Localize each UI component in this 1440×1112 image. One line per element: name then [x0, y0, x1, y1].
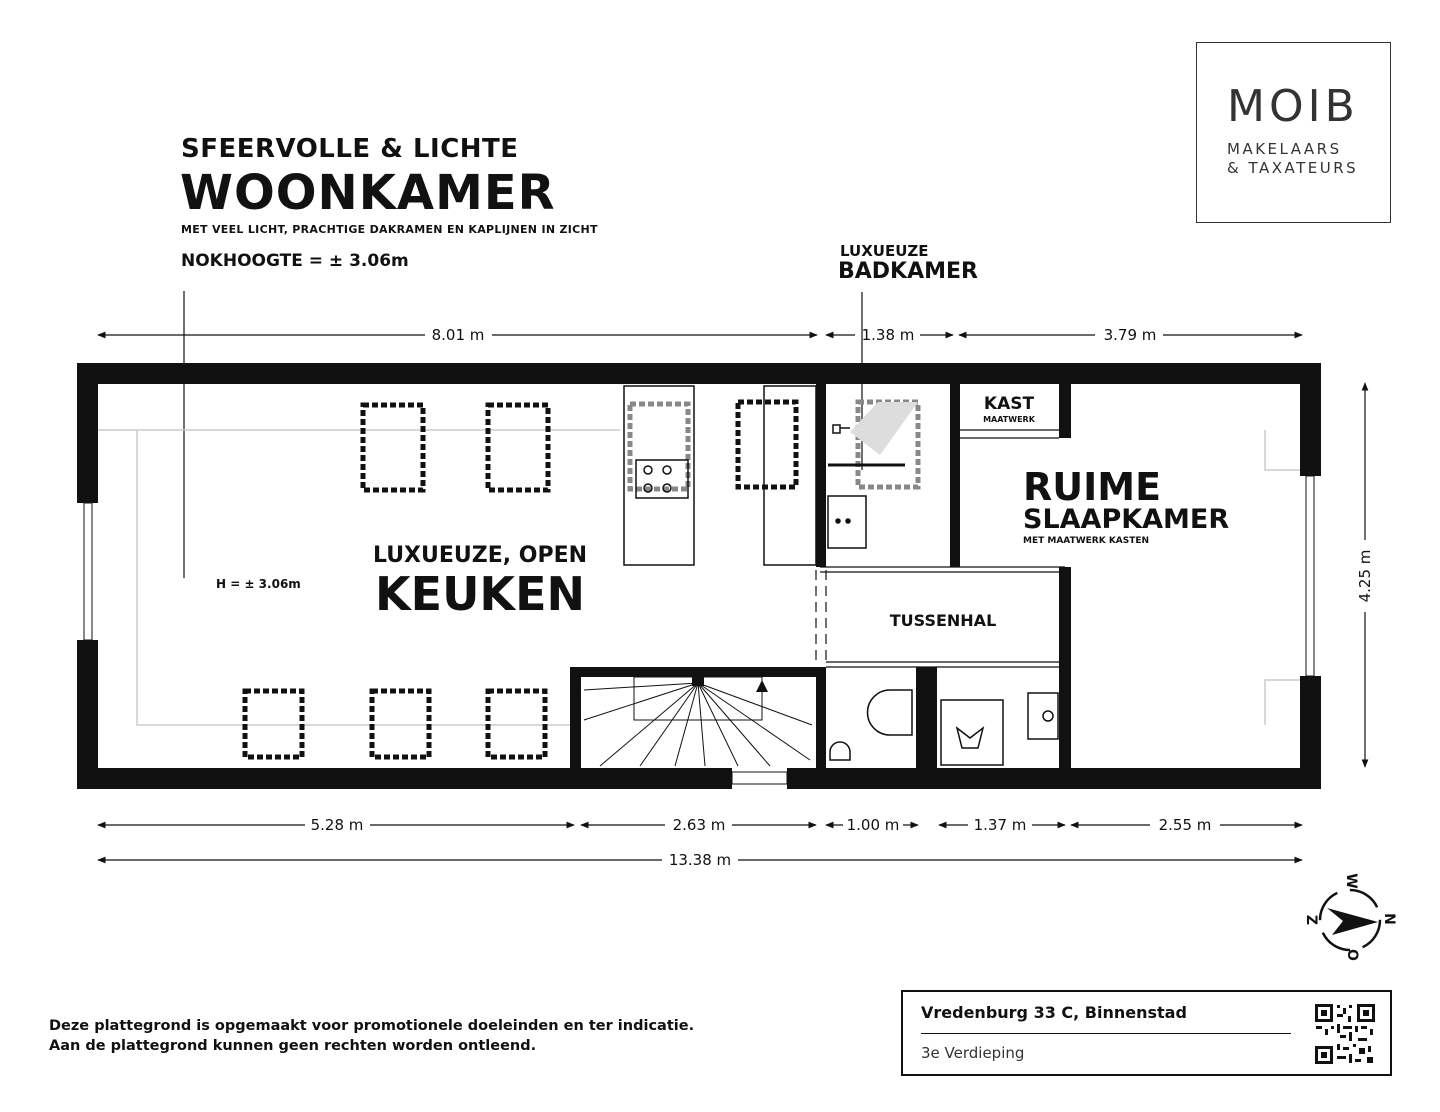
kitchen-units	[624, 386, 816, 565]
dim-bottom-4: 1.37 m	[973, 816, 1027, 834]
dim-top-woonkamer: 8.01 m	[431, 326, 485, 344]
dim-bottom-1: 5.28 m	[310, 816, 364, 834]
dim-bottom-5: 2.55 m	[1158, 816, 1212, 834]
kast-label: KAST	[983, 394, 1035, 414]
woonkamer-title-line1: SFEERVOLLE & LICHTE	[181, 134, 519, 164]
kast-sublabel: MAATWERK	[983, 415, 1035, 424]
floor-text: 3e Verdieping	[921, 1044, 1025, 1062]
disclaimer-line2: Aan de plattegrond kunnen geen rechten worden ontleend.	[49, 1038, 537, 1054]
dim-top-badkamer: 1.38 m	[861, 326, 915, 344]
stair-post	[692, 677, 704, 686]
slaapkamer-title: SLAAPKAMER	[1023, 504, 1230, 535]
toilet-fixtures	[830, 690, 1058, 765]
disclaimer-line1: Deze plattegrond is opgemaakt voor promotionele doeleinden en ter indicatie.	[49, 1018, 695, 1034]
badkamer-title-line1: LUXUEUZE	[840, 242, 929, 260]
qr-code-icon	[1313, 1002, 1377, 1066]
compass-w: W	[1343, 873, 1359, 889]
staircase	[584, 677, 812, 766]
address-divider	[921, 1033, 1291, 1034]
slaapkamer-title-line1: RUIME	[1023, 465, 1162, 509]
compass-z: Z	[1303, 914, 1319, 926]
tussenhal-label: TUSSENHAL	[889, 611, 997, 630]
compass-n: N	[1381, 913, 1397, 925]
keuken-title: KEUKEN	[375, 567, 585, 621]
woonkamer-subtitle: MET VEEL LICHT, PRACHTIGE DAKRAMEN EN KAPLIJNEN IN ZICHT	[181, 223, 598, 236]
keuken-title-line1: LUXUEUZE, OPEN	[372, 543, 588, 568]
address-box	[901, 990, 1392, 1076]
dim-top-slaapkamer: 3.79 m	[1103, 326, 1157, 344]
dim-side: 4.25 m	[1356, 549, 1374, 603]
stair-arrow	[756, 680, 768, 692]
nokhoogte-label: NOKHOOGTE = ± 3.06m	[181, 251, 409, 271]
compass	[1303, 873, 1397, 961]
compass-needle-icon	[1327, 908, 1378, 935]
dim-total: 13.38 m	[668, 851, 732, 869]
logo-sub-line2: & TAXATEURS	[1227, 159, 1359, 177]
dim-bottom-3: 1.00 m	[846, 816, 900, 834]
height-note: H = ± 3.06m	[216, 577, 301, 591]
badkamer-title: BADKAMER	[838, 259, 978, 284]
logo-main-text: MOIB	[1227, 81, 1359, 132]
logo-sub-line1: MAKELAARS	[1227, 140, 1342, 158]
interior-walls	[570, 384, 1071, 768]
slaapkamer-subtitle: MET MAATWERK KASTEN	[1023, 536, 1150, 546]
compass-o: O	[1344, 949, 1360, 961]
woonkamer-title: WOONKAMER	[180, 165, 556, 221]
address-text: Vredenburg 33 C, Binnenstad	[921, 1003, 1187, 1022]
dim-bottom-2: 2.63 m	[672, 816, 726, 834]
